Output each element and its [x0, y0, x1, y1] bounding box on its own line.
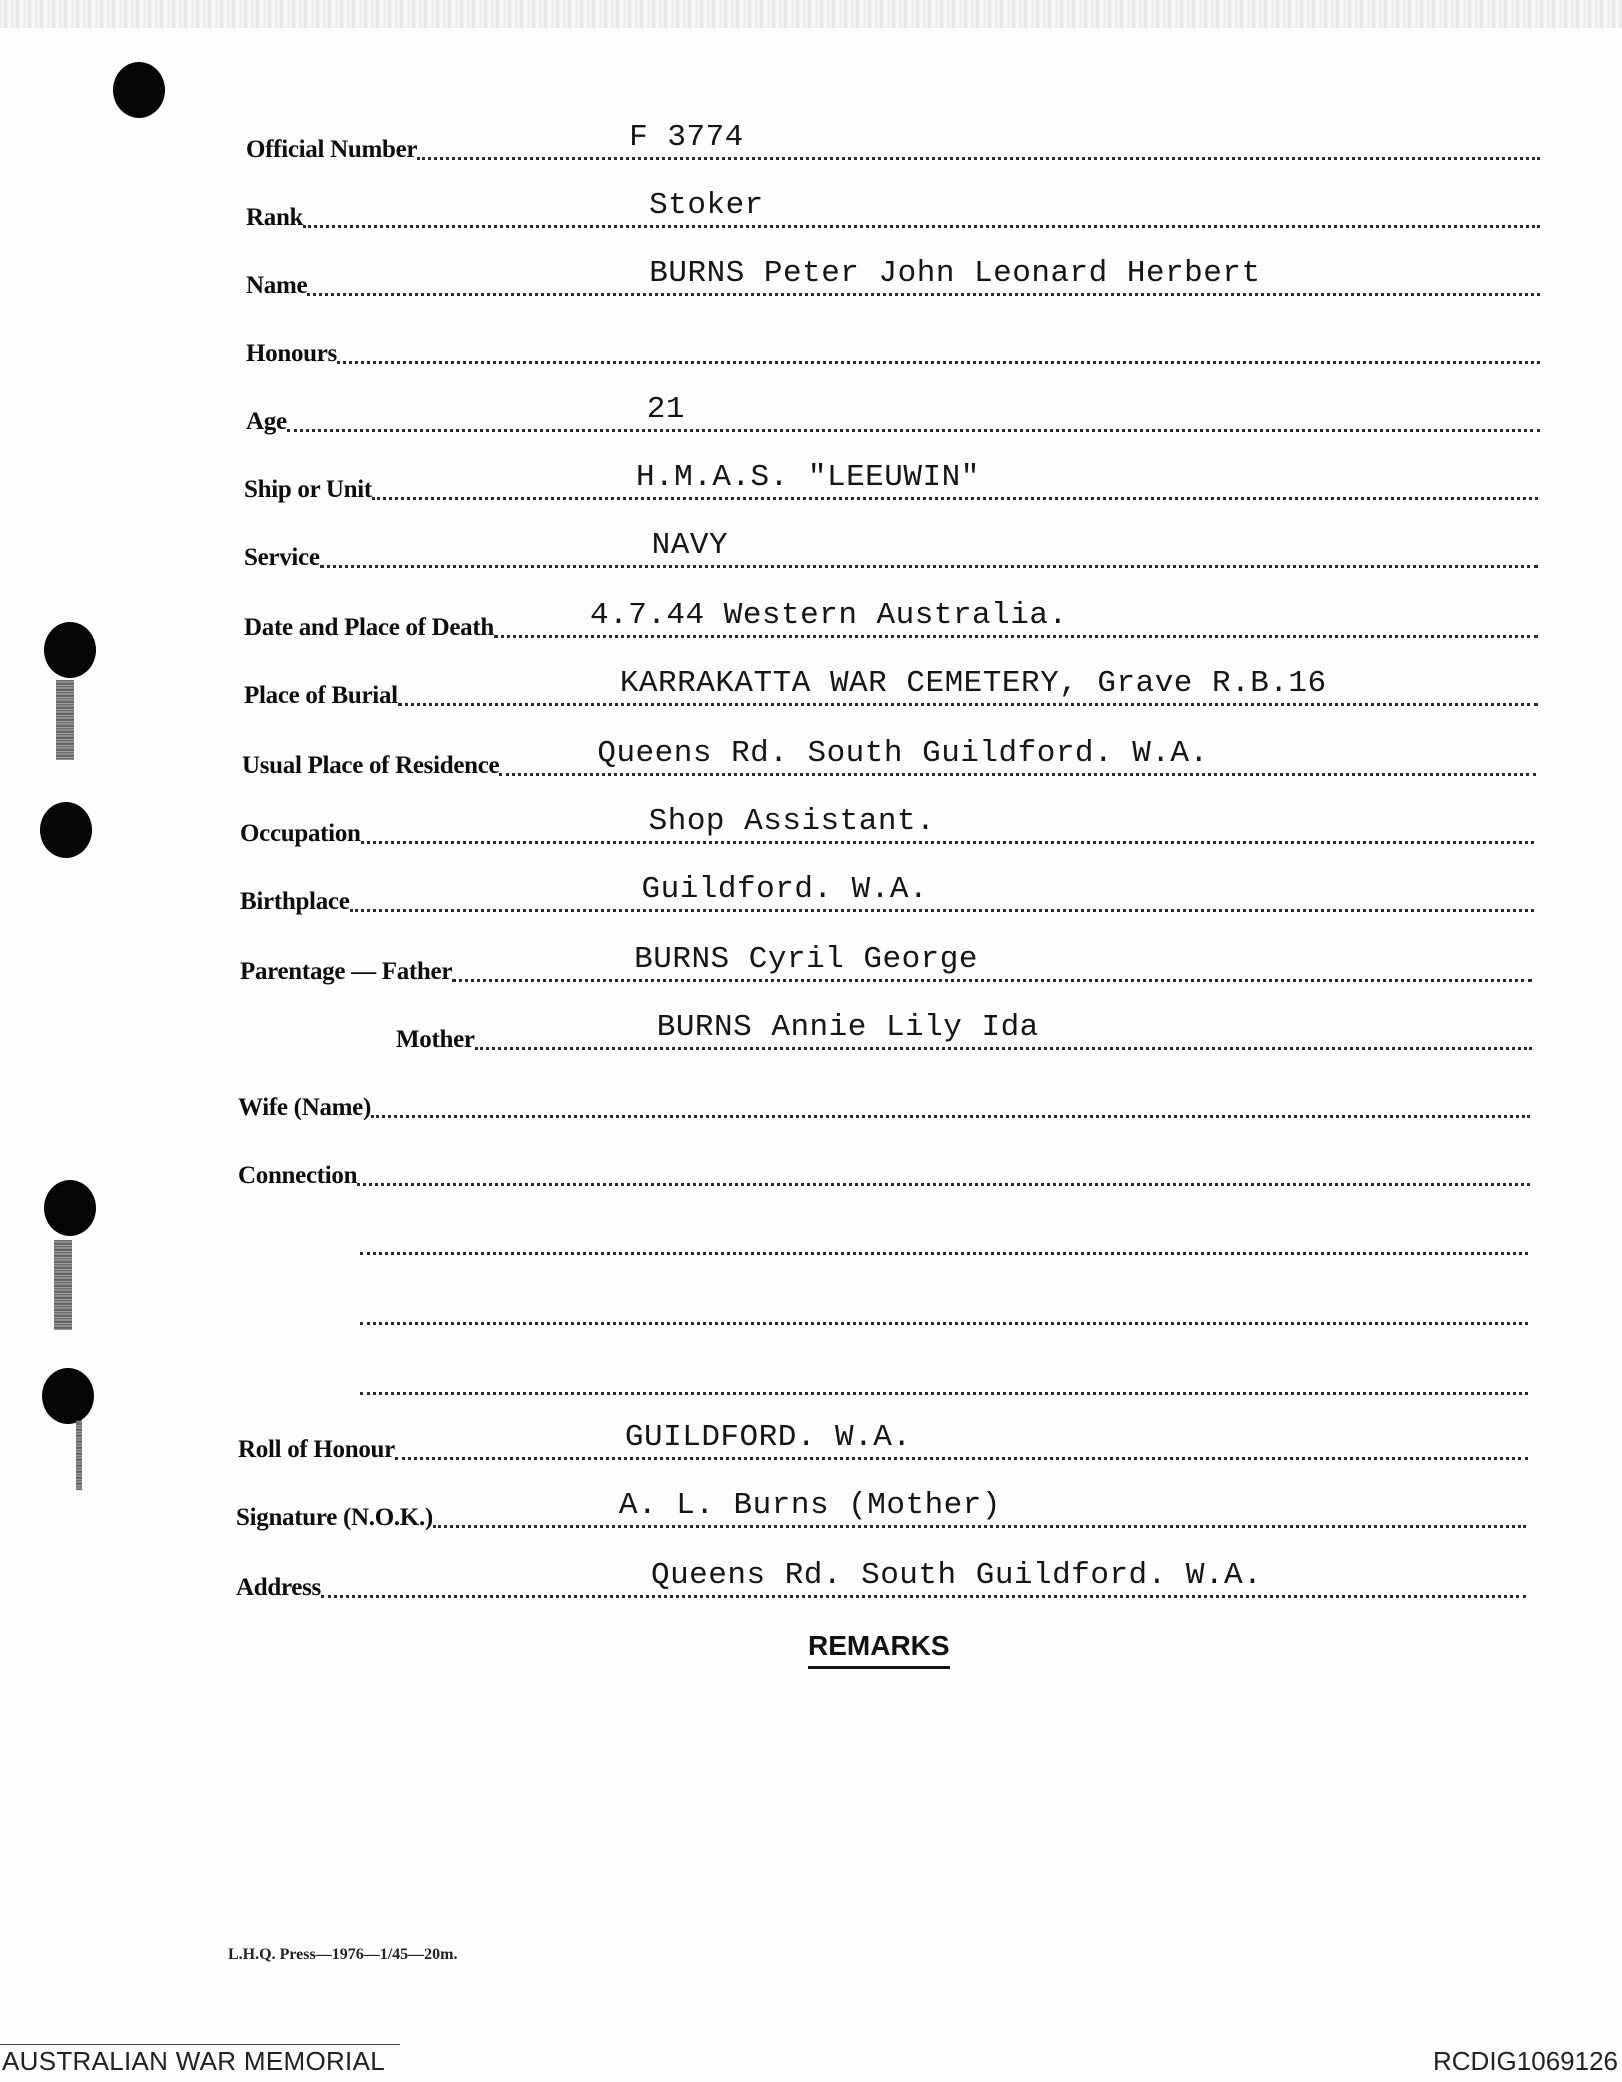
field-label: Birthplace — [240, 888, 350, 915]
field-occupation — [240, 806, 1534, 850]
dotted-line — [303, 181, 1540, 228]
binder-mark — [54, 1240, 72, 1330]
field-value: GUILDFORD. W.A. — [624, 1420, 912, 1455]
field-label: Roll of Honour — [238, 1436, 395, 1463]
dotted-line — [372, 453, 1538, 500]
dotted-line — [452, 935, 1532, 982]
field-date-place-death — [244, 600, 1538, 644]
field-value: F 3774 — [629, 120, 744, 155]
scan-noise — [0, 0, 1622, 28]
field-value: BURNS Cyril George — [634, 942, 978, 977]
field-usual-residence — [242, 738, 1536, 782]
dotted-line — [417, 113, 1540, 160]
dotted-line — [320, 521, 1538, 568]
print-code: L.H.Q. Press—1976—1/45—20m. — [228, 1946, 458, 1963]
field-place-of-burial — [244, 668, 1538, 712]
dotted-line — [433, 1481, 1526, 1528]
field-honours — [246, 326, 1540, 370]
binder-mark — [56, 680, 74, 760]
dotted-line — [361, 797, 1534, 844]
dotted-line — [371, 1071, 1530, 1118]
field-label: Connection — [238, 1162, 358, 1189]
field-father — [240, 944, 1532, 988]
field-address — [236, 1560, 1526, 1604]
field-roll-of-honour — [238, 1422, 1528, 1466]
dotted-line — [287, 385, 1540, 432]
dotted-line — [357, 1139, 1530, 1186]
field-label: Official Number — [246, 136, 418, 163]
field-value: H.M.A.S. "LEEUWIN" — [635, 460, 980, 495]
field-label: Place of Burial — [244, 682, 398, 709]
binder-mark — [76, 1420, 82, 1490]
connection-continuation-line — [360, 1392, 1528, 1395]
field-ship-or-unit — [244, 462, 1538, 506]
field-label: Address — [236, 1574, 321, 1601]
connection-continuation-line — [360, 1252, 1528, 1255]
field-value: Shop Assistant. — [648, 804, 936, 839]
field-value: BURNS Annie Lily Ida — [656, 1010, 1039, 1045]
field-value: 4.7.44 Western Australia. — [590, 598, 1068, 633]
field-label: Rank — [246, 204, 304, 231]
dotted-line — [395, 1413, 1528, 1460]
punch-hole — [40, 802, 92, 858]
field-label: Usual Place of Residence — [242, 752, 500, 779]
dotted-line — [494, 591, 1538, 638]
punch-hole — [42, 1368, 94, 1424]
field-rank — [246, 190, 1540, 234]
field-mother — [396, 1012, 1532, 1056]
dotted-line — [499, 729, 1536, 776]
dotted-line — [321, 1551, 1526, 1598]
field-signature — [236, 1490, 1526, 1534]
field-value: Guildford. W.A. — [641, 872, 929, 907]
footer-institution: AUSTRALIAN WAR MEMORIAL — [2, 2046, 385, 2076]
field-label: Parentage — Father — [240, 958, 453, 985]
field-label: Ship or Unit — [244, 476, 372, 503]
punch-hole — [44, 622, 96, 678]
field-value: Queens Rd. South Guildford. W.A. — [597, 736, 1209, 771]
field-label: Honours — [246, 340, 337, 367]
dotted-line — [350, 865, 1535, 912]
field-label: Name — [246, 272, 308, 299]
field-label: Mother — [396, 1026, 475, 1053]
field-birthplace — [240, 874, 1534, 918]
field-wife — [238, 1080, 1530, 1124]
footer-catalogue-id: RCDIG1069126 — [1433, 2046, 1618, 2076]
field-service — [244, 530, 1538, 574]
dotted-line — [307, 249, 1540, 296]
field-value: Stoker — [649, 188, 764, 223]
field-value: NAVY — [651, 528, 729, 563]
field-label: Signature (N.O.K.) — [236, 1504, 433, 1531]
field-label: Occupation — [240, 820, 361, 847]
remarks-heading: REMARKS — [808, 1630, 950, 1669]
dotted-line — [398, 659, 1538, 706]
field-value: Queens Rd. South Guildford. W.A. — [650, 1558, 1263, 1593]
punch-hole — [44, 1180, 96, 1236]
field-value: 21 — [646, 392, 685, 427]
punch-hole — [113, 62, 165, 118]
dotted-line — [475, 1003, 1532, 1050]
connection-continuation-line — [360, 1322, 1528, 1325]
field-value: KARRAKATTA WAR CEMETERY, Grave R.B.16 — [619, 666, 1327, 701]
field-value: BURNS Peter John Leonard Herbert — [649, 256, 1261, 291]
field-official-number — [246, 122, 1540, 166]
field-label: Age — [246, 408, 287, 435]
field-label: Service — [244, 544, 320, 571]
field-label: Wife (Name) — [238, 1094, 371, 1121]
field-connection — [238, 1148, 1530, 1192]
footer-divider — [0, 2044, 400, 2045]
field-value: A. L. Burns (Mother) — [618, 1488, 1001, 1523]
dotted-line — [337, 317, 1540, 364]
field-name — [246, 258, 1540, 302]
field-age — [246, 394, 1540, 438]
field-label: Date and Place of Death — [244, 614, 494, 641]
